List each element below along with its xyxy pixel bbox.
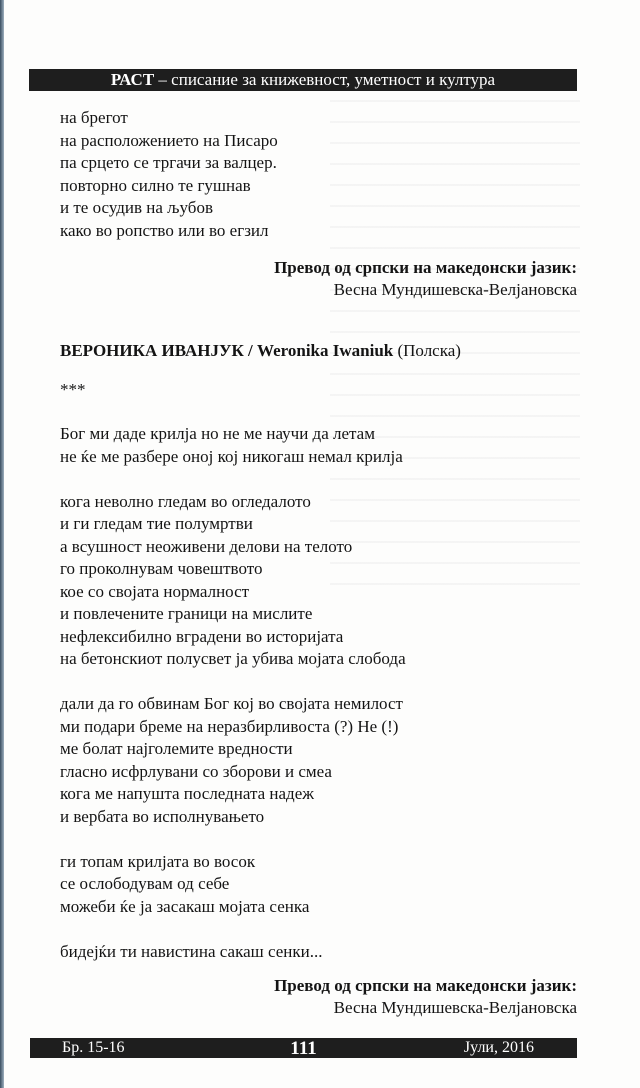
verse-line: бидејќи ти навистина сакаш сенки... (60, 941, 323, 961)
verse-line: како во ропство или во егзил (60, 220, 269, 240)
translation-role: Превод од српски на македонски јазик: (274, 976, 577, 995)
poem-body (60, 423, 406, 963)
verse-line: гласно исфрлувани со зборови и смеа (60, 761, 332, 781)
verse-line: и повлечените граници на мислите (60, 604, 313, 623)
verse-line: можеби ќе ја засакаш мојата сенка (60, 896, 310, 916)
translator-name: Весна Мундишевска-Велјановска (333, 998, 577, 1017)
running-footer (30, 1038, 577, 1058)
translation-credit-2 (274, 975, 577, 1019)
verse-line: и ги гледам тие полумртви (60, 514, 253, 533)
journal-name: РАСТ (110, 70, 155, 89)
author-name-cyrillic: ВЕРОНИКА ИВАНЈУК (60, 341, 244, 360)
previous-poem-ending (60, 107, 278, 242)
author-country: (Полска) (393, 341, 461, 360)
poem-title: *** (60, 380, 86, 399)
page-number: 111 (290, 1038, 317, 1059)
verse-line: го проколнувам човештвото (60, 559, 263, 578)
verse-line: кога неволно гледам во огледалото (60, 491, 311, 511)
issue-date: Јули, 2016 (463, 1039, 534, 1056)
verse-line: и те осудив на љубов (60, 198, 213, 217)
stanza-break (60, 468, 406, 491)
poem-author-heading (60, 340, 461, 362)
verse-line: се ослободувам од себе (60, 874, 230, 893)
verse-line: на расположението на Писаро (60, 130, 278, 150)
verse-line: па срцето се тргачи за валцер. (60, 153, 277, 172)
journal-subtitle: – списание за книжевност, уметност и култура (154, 70, 496, 89)
verse-line: не ќе ме разбере оној кој никогаш немал крилја (60, 446, 403, 466)
verse-line: ми подари бреме на неразбирливоста (?) Не (!) (60, 716, 399, 736)
book-spine-edge (0, 0, 4, 1088)
verse-line: на брегот (60, 108, 128, 127)
translation-role: Превод од српски на македонски јазик: (274, 258, 577, 277)
verse-line: ги топам крилјата во восок (60, 851, 256, 871)
verse-line: нефлексибилно вградени во историјата (60, 626, 344, 646)
stanza-break (60, 918, 406, 941)
translator-name: Весна Мундишевска-Велјановска (333, 280, 577, 299)
verse-line: кога ме напушта последната надеж (60, 784, 314, 803)
verse-line: повторно силно те гушнав (60, 175, 251, 195)
issue-number: Бр. 15-16 (62, 1039, 125, 1056)
stanza-break (60, 671, 406, 694)
verse-line: и вербата во исполнувањето (60, 806, 265, 826)
translation-credit-1 (274, 257, 577, 301)
verse-line: дали да го обвинам Бог кој во својата немилост (60, 694, 403, 713)
verse-line: а всушност неоживени делови на телото (60, 536, 353, 556)
stanza-break (60, 828, 406, 851)
verse-line: кое со својата нормалност (60, 581, 250, 601)
verse-line: Бог ми даде крилја но не ме научи да летам (60, 424, 375, 443)
verse-line: на бетонскиот полусвет ја убива мојата слобода (60, 649, 406, 668)
author-name-latin: Weronika Iwaniuk (257, 341, 394, 360)
verse-line: ме болат најголемите вредности (60, 739, 293, 758)
author-separator: / (243, 341, 258, 360)
running-header (29, 69, 577, 91)
